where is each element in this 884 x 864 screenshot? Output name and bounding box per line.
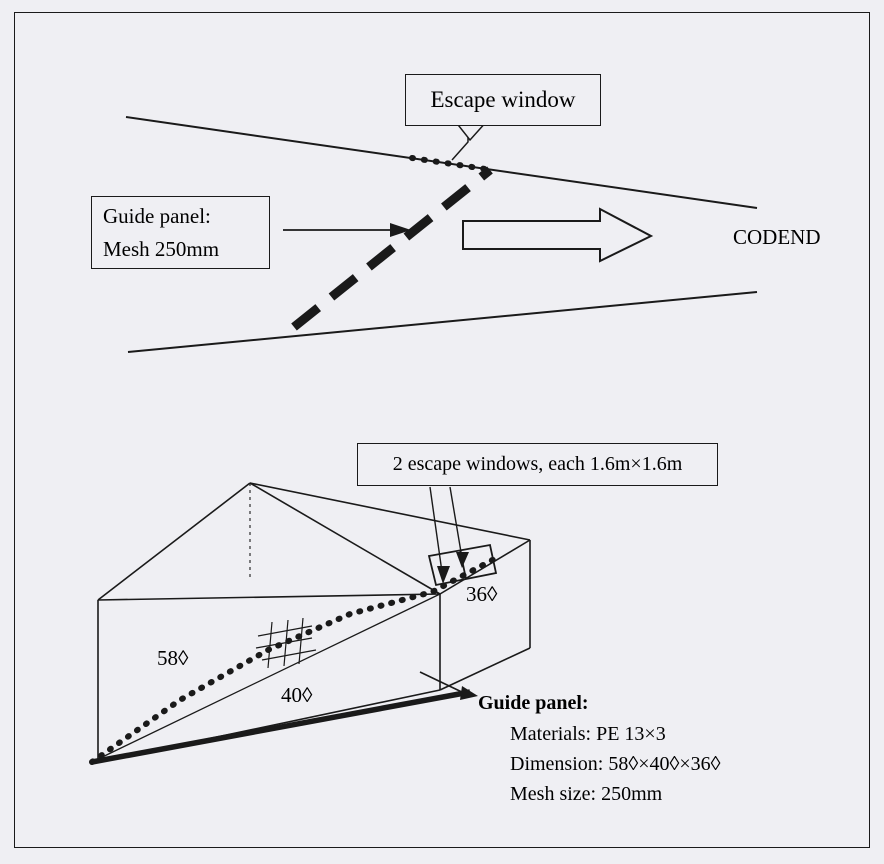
net-upper-wall [126, 117, 757, 208]
dimension-label-left: 58◊ [157, 646, 189, 670]
guide-panel-dotted-edge [92, 556, 500, 762]
escape-windows-callout [357, 443, 718, 486]
dimension-label-right: 36◊ [466, 582, 498, 606]
guide-panel-spec-materials: Materials: PE 13×3 [510, 723, 666, 745]
guide-panel-dashed-line [294, 170, 490, 327]
guide-panel-spec-block [478, 690, 721, 811]
dimension-label-bottom: 40◊ [281, 683, 313, 707]
codend-label: CODEND [733, 225, 821, 249]
guide-panel-spec-mesh-size: Mesh size: 250mm [510, 783, 663, 805]
spec-pointer-head [460, 686, 478, 700]
net-lower-wall [128, 292, 757, 352]
guide-panel-inner-line [92, 594, 440, 762]
escape-windows-leader-head-2 [456, 552, 469, 568]
guide-panel-callout-mesh: Mesh 250mm [103, 237, 220, 261]
flow-direction-arrow [463, 209, 651, 261]
guide-panel-spec-title: Guide panel: [478, 692, 589, 714]
guide-panel-callout-title: Guide panel: [103, 203, 211, 228]
escape-window-callout [405, 74, 601, 126]
escape-windows-leader-head-1 [437, 566, 450, 584]
guide-panel-spec-dimension: Dimension: 58◊×40◊×36◊ [510, 753, 721, 775]
escape-windows-callout-text: 2 escape windows, each 1.6m×1.6m [392, 453, 683, 475]
guide-panel-callout [91, 196, 270, 269]
escape-windows-leaders [430, 487, 462, 572]
spec-pointer-shaft [420, 672, 466, 694]
mesh-hatch-marks [256, 618, 316, 668]
escape-window-callout-text: Escape window [430, 87, 576, 113]
